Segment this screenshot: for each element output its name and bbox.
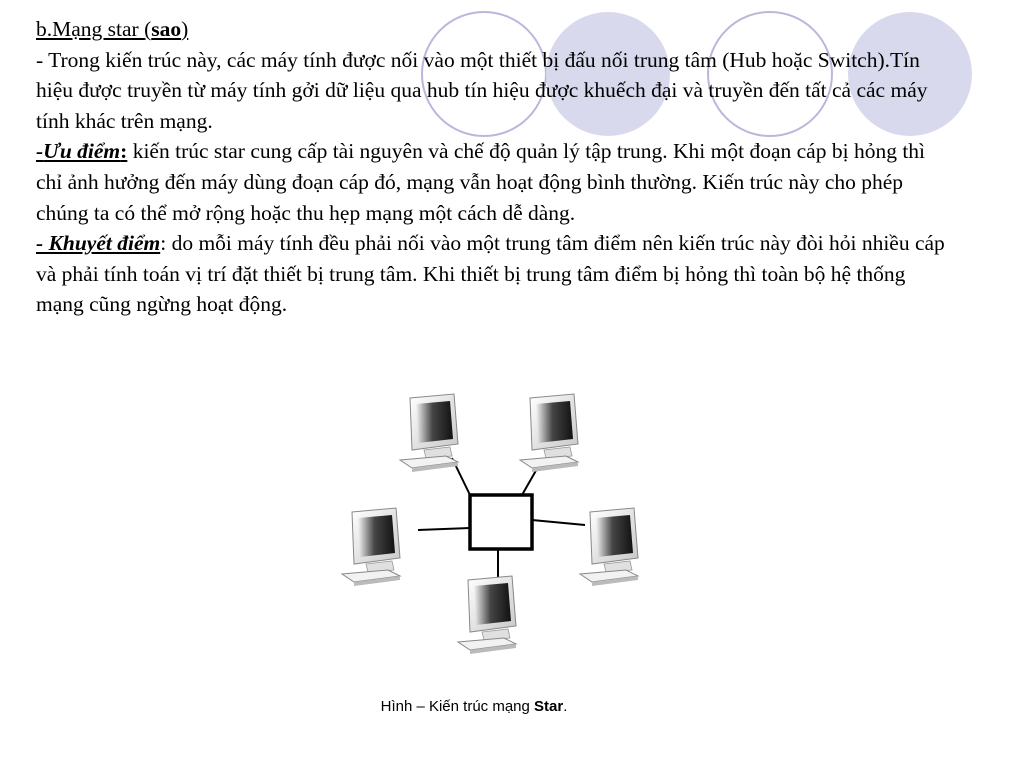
disadvantages-label: - Khuyết điểm <box>36 231 161 256</box>
disadvantages-paragraph <box>36 228 956 320</box>
advantages-paragraph <box>36 136 956 228</box>
advantages-dash: - <box>36 139 44 164</box>
computer-icon <box>458 576 516 654</box>
disadvantages-text: : do mỗi máy tính đều phải nối vào một trung tâm điểm nên kiến trúc này đòi hỏi nhiều cáp và phải tính toán vị trí đặt thiết bị trung tâm. Khi thiết bị trung tâm điểm bị hỏng thì toàn bộ hệ thống mạng cũng ngừng hoạt động. <box>36 231 945 317</box>
caption-prefix: Hình – Kiến trúc mạng <box>380 698 535 715</box>
computer-icon <box>520 394 578 472</box>
hub-icon <box>470 495 532 549</box>
slide-content <box>36 14 956 320</box>
advantages-label: Ưu điểm <box>43 139 121 164</box>
intro-paragraph: - Trong kiến trúc này, các máy tính được nối vào một thiết bị đấu nối trung tâm (Hub hoặc Switch).Tín hiệu được truyền từ máy tính gởi dữ liệu qua hub tín hiệu được khuếch đại và truyền đến tất cả các máy tính khác trên mạng. <box>36 47 928 133</box>
heading-prefix: b.Mạng star <box>36 17 145 41</box>
heading <box>36 14 956 45</box>
computer-icon <box>342 508 400 586</box>
advantages-text: kiến trúc star cung cấp tài nguyên và chế độ quản lý tập trung. Khi một đoạn cáp bị hỏng thì chỉ ảnh hưởng đến máy dùng đoạn cáp đó, mạng vẫn hoạt động bình thường. Kiến trúc này cho phép chúng ta có thể mở rộng hoặc thu hẹp mạng một cách dễ dàng. <box>36 139 926 225</box>
advantages-colon: : <box>120 139 128 164</box>
heading-paren-close: ) <box>181 17 189 41</box>
caption-bold: Star <box>534 698 564 715</box>
heading-paren-open: ( <box>144 17 152 41</box>
computer-icon <box>580 508 638 586</box>
computer-icon <box>400 394 458 472</box>
heading-bold-word: sao <box>151 17 182 41</box>
caption-suffix: . <box>563 698 568 715</box>
figure-caption <box>0 698 1024 715</box>
star-topology-diagram <box>330 380 660 665</box>
